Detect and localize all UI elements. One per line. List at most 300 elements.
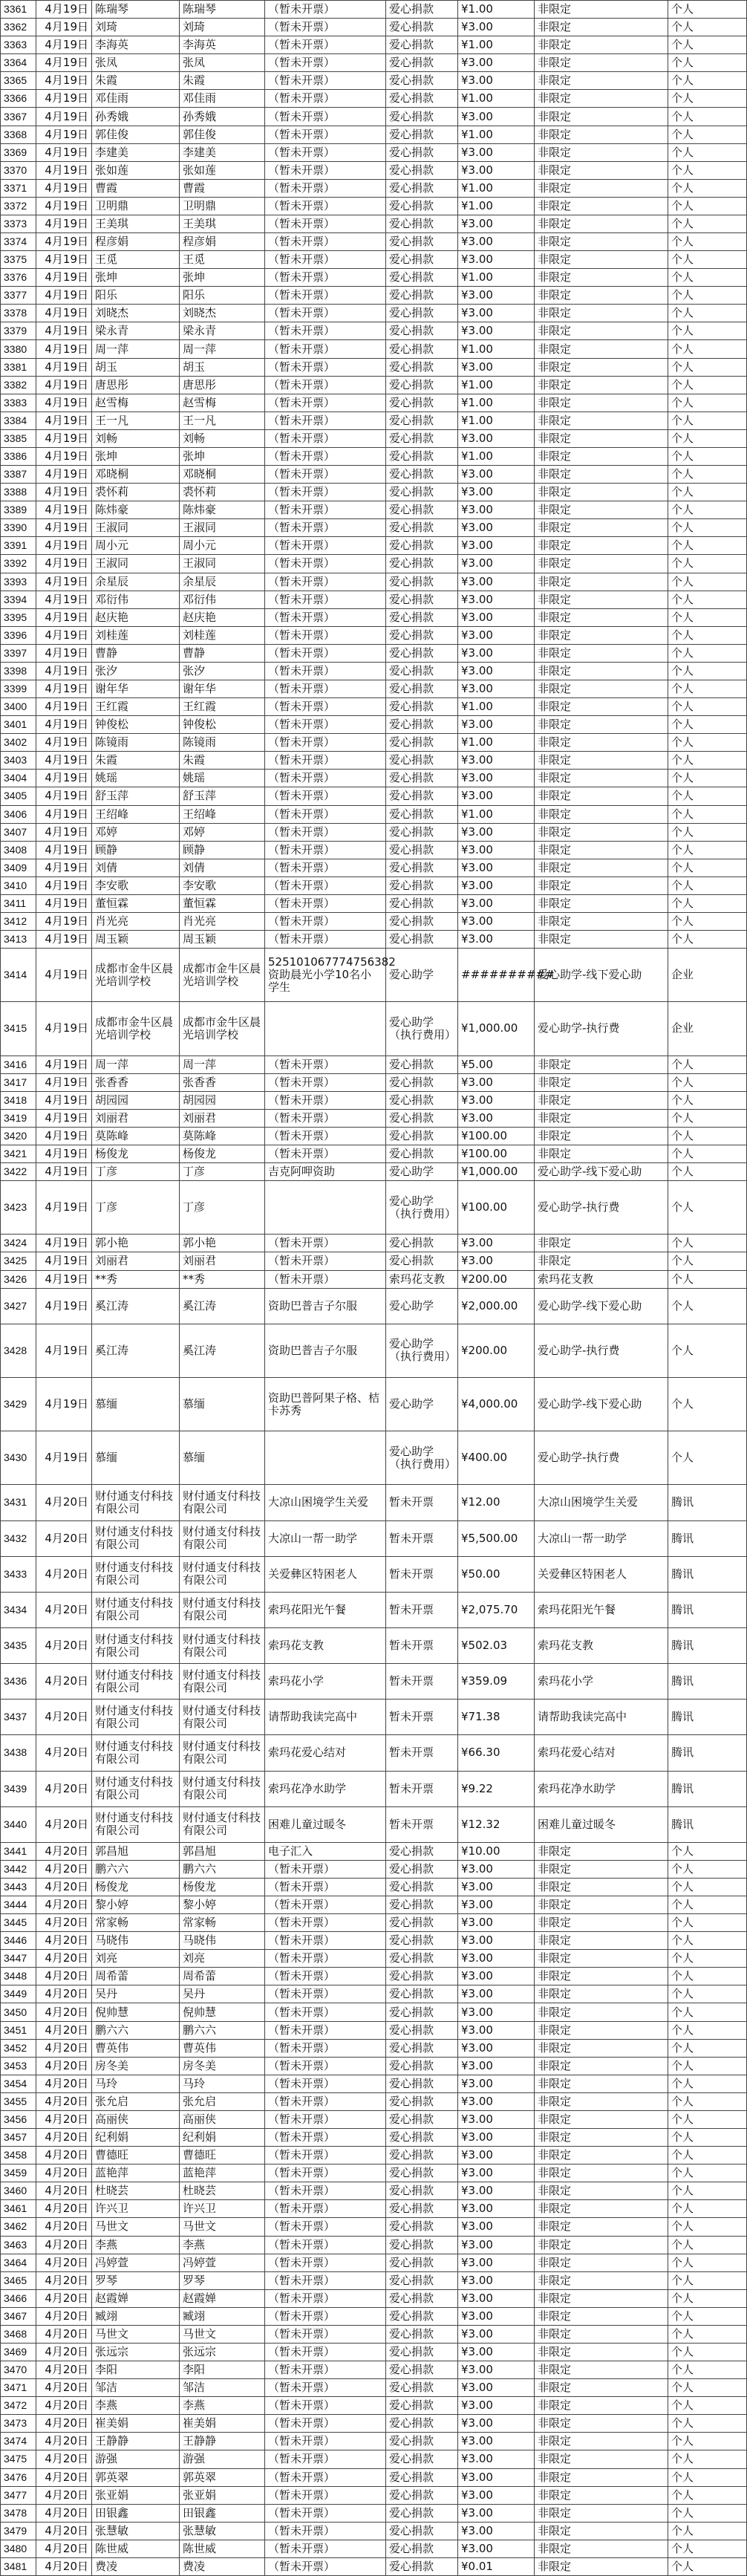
date-cell: 4月19日 xyxy=(36,1324,92,1377)
table-row xyxy=(1,1163,747,1181)
donor-type-cell: 个人 xyxy=(668,90,747,108)
category-cell: 爱心捐款 xyxy=(386,143,458,161)
table-row xyxy=(1,2325,747,2343)
date-cell: 4月19日 xyxy=(36,501,92,519)
purpose-cell: 非限定 xyxy=(535,1252,668,1270)
row-number-cell: 3408 xyxy=(1,841,36,859)
receipt-cell xyxy=(265,1181,386,1235)
donor-cell: 胡园园 xyxy=(92,1091,180,1109)
category-cell: 爱心捐款 xyxy=(386,161,458,179)
donor-cell: 财付通支付科技有限公司 xyxy=(92,1771,180,1806)
table-row xyxy=(1,519,747,537)
purpose-cell: 非限定 xyxy=(535,2379,668,2397)
category-cell: 爱心捐款 xyxy=(386,1073,458,1091)
row-number-cell: 3391 xyxy=(1,537,36,555)
amount-cell: ¥3.00 xyxy=(458,1878,535,1896)
donor-cell: 奚江涛 xyxy=(92,1324,180,1377)
row-number-cell: 3380 xyxy=(1,340,36,358)
donor-cell: 姚瑶 xyxy=(92,770,180,787)
row-number-cell: 3379 xyxy=(1,322,36,340)
receipt-cell: （暂未开票） xyxy=(265,179,386,197)
row-number-cell: 3389 xyxy=(1,501,36,519)
row-number-cell: 3367 xyxy=(1,108,36,126)
row-number-cell: 3471 xyxy=(1,2379,36,2397)
donor-cell: 钟俊松 xyxy=(92,716,180,734)
receipt-cell: （暂未开票） xyxy=(265,752,386,770)
purpose-cell: 非限定 xyxy=(535,2218,668,2236)
table-row xyxy=(1,876,747,894)
date-cell: 4月19日 xyxy=(36,161,92,179)
donor-cell: 张香香 xyxy=(92,1073,180,1091)
row-number-cell: 3425 xyxy=(1,1252,36,1270)
purpose-cell: 非限定 xyxy=(535,2361,668,2379)
table-row xyxy=(1,2164,747,2182)
purpose-cell: 非限定 xyxy=(535,2522,668,2540)
table-row xyxy=(1,108,747,126)
donor-cell: 邓佳雨 xyxy=(92,90,180,108)
donor-type-cell: 个人 xyxy=(668,734,747,752)
name-cell: 张允启 xyxy=(180,2092,265,2110)
table-row xyxy=(1,2379,747,2397)
receipt-cell: （暂未开票） xyxy=(265,2271,386,2289)
receipt-cell: （暂未开票） xyxy=(265,2218,386,2236)
receipt-cell: （暂未开票） xyxy=(265,1109,386,1127)
donor-cell: 房冬美 xyxy=(92,2057,180,2075)
receipt-cell xyxy=(265,1002,386,1056)
purpose-cell: 爱心助学-线下爱心助 xyxy=(535,1288,668,1324)
donor-type-cell: 个人 xyxy=(668,2504,747,2522)
donor-cell: 倪帅慧 xyxy=(92,2003,180,2021)
purpose-cell: 非限定 xyxy=(535,644,668,662)
name-cell: 曹静 xyxy=(180,644,265,662)
donor-type-cell: 企业 xyxy=(668,1002,747,1056)
donor-cell: 财付通支付科技有限公司 xyxy=(92,1664,180,1700)
date-cell: 4月20日 xyxy=(36,2021,92,2039)
donor-type-cell: 个人 xyxy=(668,1842,747,1860)
name-cell: 奚江涛 xyxy=(180,1324,265,1377)
donor-cell: 财付通支付科技有限公司 xyxy=(92,1627,180,1663)
date-cell: 4月20日 xyxy=(36,2039,92,2057)
receipt-cell: （暂未开票） xyxy=(265,859,386,876)
date-cell: 4月20日 xyxy=(36,1735,92,1771)
category-cell: 爱心捐款 xyxy=(386,626,458,644)
donor-type-cell: 个人 xyxy=(668,269,747,287)
donor-type-cell: 个人 xyxy=(668,2129,747,2147)
donor-type-cell: 企业 xyxy=(668,949,747,1002)
amount-cell: ¥3.00 xyxy=(458,287,535,305)
donor-cell: 刘倩 xyxy=(92,859,180,876)
donor-cell: 裘怀莉 xyxy=(92,484,180,501)
name-cell: 周一萍 xyxy=(180,340,265,358)
donor-cell: 李阳 xyxy=(92,2361,180,2379)
date-cell: 4月19日 xyxy=(36,662,92,680)
table-row xyxy=(1,2504,747,2522)
purpose-cell: 非限定 xyxy=(535,876,668,894)
donor-cell: 财付通支付科技有限公司 xyxy=(92,1592,180,1627)
amount-cell: ¥3.00 xyxy=(458,752,535,770)
purpose-cell: 非限定 xyxy=(535,90,668,108)
date-cell: 4月19日 xyxy=(36,1056,92,1073)
row-number-cell: 3457 xyxy=(1,2129,36,2147)
table-row xyxy=(1,841,747,859)
donor-cell: 陈瑞琴 xyxy=(92,1,180,19)
date-cell: 4月20日 xyxy=(36,2325,92,2343)
amount-cell: ¥3.00 xyxy=(458,770,535,787)
donor-cell: 财付通支付科技有限公司 xyxy=(92,1806,180,1842)
receipt-cell: （暂未开票） xyxy=(265,1878,386,1896)
row-number-cell: 3460 xyxy=(1,2182,36,2200)
amount-cell: ¥3.00 xyxy=(458,1091,535,1109)
receipt-cell: （暂未开票） xyxy=(265,1145,386,1162)
purpose-cell: 非限定 xyxy=(535,2307,668,2325)
category-cell: 爱心捐款 xyxy=(386,2343,458,2361)
donor-cell: 卫明鼎 xyxy=(92,197,180,215)
category-cell: 爱心助学（执行费用） xyxy=(386,1181,458,1235)
name-cell: 马晓伟 xyxy=(180,1932,265,1950)
date-cell: 4月20日 xyxy=(36,2236,92,2254)
name-cell: 张慧敏 xyxy=(180,2522,265,2540)
purpose-cell: 非限定 xyxy=(535,126,668,143)
amount-cell: ¥1.00 xyxy=(458,734,535,752)
donor-type-cell: 个人 xyxy=(668,1235,747,1252)
category-cell: 爱心捐款 xyxy=(386,644,458,662)
name-cell: 唐思彤 xyxy=(180,376,265,394)
name-cell: 李安歌 xyxy=(180,876,265,894)
purpose-cell: 非限定 xyxy=(535,466,668,484)
name-cell: 周希蕾 xyxy=(180,1968,265,1985)
purpose-cell: 困难儿童过暖冬 xyxy=(535,1806,668,1842)
table-row xyxy=(1,823,747,841)
name-cell: 朱霞 xyxy=(180,752,265,770)
row-number-cell: 3378 xyxy=(1,305,36,322)
donor-cell: 马晓伟 xyxy=(92,1932,180,1950)
amount-cell: ¥3.00 xyxy=(458,644,535,662)
purpose-cell: 非限定 xyxy=(535,787,668,805)
donor-cell: 鹏六六 xyxy=(92,1860,180,1878)
purpose-cell: 非限定 xyxy=(535,72,668,90)
donor-type-cell: 个人 xyxy=(668,2307,747,2325)
purpose-cell: 非限定 xyxy=(535,2450,668,2468)
donor-cell: 董恒霖 xyxy=(92,894,180,912)
receipt-cell: （暂未开票） xyxy=(265,2003,386,2021)
amount-cell: ¥50.00 xyxy=(458,1556,535,1592)
date-cell: 4月19日 xyxy=(36,251,92,269)
name-cell: 刘晓杰 xyxy=(180,305,265,322)
date-cell: 4月20日 xyxy=(36,2110,92,2128)
name-cell: 鹏六六 xyxy=(180,1860,265,1878)
table-row xyxy=(1,2397,747,2415)
table-body xyxy=(1,1,747,2576)
donor-type-cell: 个人 xyxy=(668,1896,747,1914)
purpose-cell: 非限定 xyxy=(535,2182,668,2200)
amount-cell: ¥3.00 xyxy=(458,2289,535,2307)
table-row xyxy=(1,340,747,358)
row-number-cell: 3388 xyxy=(1,484,36,501)
category-cell: 爱心捐款 xyxy=(386,823,458,841)
date-cell: 4月19日 xyxy=(36,1252,92,1270)
table-row xyxy=(1,269,747,287)
name-cell: 张坤 xyxy=(180,447,265,465)
date-cell: 4月20日 xyxy=(36,2468,92,2486)
row-number-cell: 3376 xyxy=(1,269,36,287)
table-row xyxy=(1,2540,747,2557)
date-cell: 4月20日 xyxy=(36,1627,92,1663)
category-cell: 爱心捐款 xyxy=(386,2397,458,2415)
purpose-cell: 非限定 xyxy=(535,2254,668,2271)
donor-cell: 余星辰 xyxy=(92,573,180,591)
donor-type-cell: 个人 xyxy=(668,2254,747,2271)
purpose-cell: 非限定 xyxy=(535,287,668,305)
amount-cell: ¥3.00 xyxy=(458,19,535,36)
name-cell: 刘桂莲 xyxy=(180,626,265,644)
donor-type-cell: 个人 xyxy=(668,2200,747,2218)
amount-cell: ¥3.00 xyxy=(458,2468,535,2486)
donor-type-cell: 个人 xyxy=(668,447,747,465)
purpose-cell: 非限定 xyxy=(535,2200,668,2218)
date-cell: 4月20日 xyxy=(36,1896,92,1914)
name-cell: 刘亮 xyxy=(180,1950,265,1968)
donor-cell: 陈镜雨 xyxy=(92,734,180,752)
amount-cell: ¥10.00 xyxy=(458,1842,535,1860)
donor-type-cell: 个人 xyxy=(668,841,747,859)
name-cell: 周小元 xyxy=(180,537,265,555)
receipt-cell: （暂未开票） xyxy=(265,161,386,179)
donor-cell: 罗琴 xyxy=(92,2271,180,2289)
name-cell: 马玲 xyxy=(180,2075,265,2092)
donor-type-cell: 个人 xyxy=(668,608,747,626)
amount-cell: ¥3.00 xyxy=(458,251,535,269)
amount-cell: ¥3.00 xyxy=(458,1109,535,1127)
donor-type-cell: 个人 xyxy=(668,376,747,394)
category-cell: 爱心捐款 xyxy=(386,1145,458,1162)
purpose-cell: 非限定 xyxy=(535,322,668,340)
receipt-cell: （暂未开票） xyxy=(265,626,386,644)
receipt-cell: （暂未开票） xyxy=(265,197,386,215)
name-cell: 马世文 xyxy=(180,2218,265,2236)
date-cell: 4月19日 xyxy=(36,841,92,859)
name-cell: 吴丹 xyxy=(180,1985,265,2003)
table-row xyxy=(1,358,747,376)
category-cell: 爱心捐款 xyxy=(386,2147,458,2164)
amount-cell: ¥3.00 xyxy=(458,2504,535,2522)
amount-cell: ¥3.00 xyxy=(458,2218,535,2236)
donor-cell: 丁彦 xyxy=(92,1163,180,1181)
amount-cell: ¥3.00 xyxy=(458,591,535,608)
name-cell: 黎小婷 xyxy=(180,1896,265,1914)
receipt-cell: （暂未开票） xyxy=(265,376,386,394)
donor-type-cell: 个人 xyxy=(668,251,747,269)
receipt-cell: 电子汇入 xyxy=(265,1842,386,1860)
receipt-cell: （暂未开票） xyxy=(265,340,386,358)
purpose-cell: 非限定 xyxy=(535,36,668,54)
donor-type-cell: 个人 xyxy=(668,126,747,143)
purpose-cell: 非限定 xyxy=(535,2092,668,2110)
purpose-cell: 非限定 xyxy=(535,501,668,519)
table-row xyxy=(1,2343,747,2361)
amount-cell: ¥3.00 xyxy=(458,2092,535,2110)
row-number-cell: 3409 xyxy=(1,859,36,876)
row-number-cell: 3462 xyxy=(1,2218,36,2236)
date-cell: 4月20日 xyxy=(36,2433,92,2450)
receipt-cell: 关爱彝区特困老人 xyxy=(265,1556,386,1592)
donor-cell: 梁永青 xyxy=(92,322,180,340)
date-cell: 4月19日 xyxy=(36,1127,92,1145)
category-cell: 爱心捐款 xyxy=(386,841,458,859)
date-cell: 4月20日 xyxy=(36,2182,92,2200)
donor-cell: 王觅 xyxy=(92,251,180,269)
name-cell: 刘倩 xyxy=(180,859,265,876)
receipt-cell: （暂未开票） xyxy=(265,2236,386,2254)
amount-cell: ¥3.00 xyxy=(458,2254,535,2271)
date-cell: 4月19日 xyxy=(36,1163,92,1181)
date-cell: 4月20日 xyxy=(36,2361,92,2379)
category-cell: 爱心助学（执行费用） xyxy=(386,1324,458,1377)
receipt-cell: （暂未开票） xyxy=(265,2343,386,2361)
purpose-cell: 非限定 xyxy=(535,2147,668,2164)
amount-cell: ¥3.00 xyxy=(458,429,535,447)
table-row xyxy=(1,1091,747,1109)
donor-type-cell: 个人 xyxy=(668,2092,747,2110)
amount-cell: ¥3.00 xyxy=(458,931,535,949)
row-number-cell: 3432 xyxy=(1,1520,36,1556)
donor-type-cell: 个人 xyxy=(668,161,747,179)
date-cell: 4月19日 xyxy=(36,90,92,108)
name-cell: 赵庆艳 xyxy=(180,608,265,626)
row-number-cell: 3371 xyxy=(1,179,36,197)
name-cell: 许兴卫 xyxy=(180,2200,265,2218)
name-cell: 丁彦 xyxy=(180,1181,265,1235)
date-cell: 4月20日 xyxy=(36,1985,92,2003)
table-row xyxy=(1,770,747,787)
category-cell: 爱心捐款 xyxy=(386,197,458,215)
row-number-cell: 3364 xyxy=(1,54,36,72)
amount-cell: ¥3.00 xyxy=(458,2307,535,2325)
date-cell: 4月19日 xyxy=(36,36,92,54)
receipt-cell: 索玛花小学 xyxy=(265,1664,386,1700)
amount-cell: ¥12.32 xyxy=(458,1806,535,1842)
category-cell: 爱心捐款 xyxy=(386,2200,458,2218)
receipt-cell: （暂未开票） xyxy=(265,447,386,465)
receipt-cell: （暂未开票） xyxy=(265,484,386,501)
donor-type-cell: 个人 xyxy=(668,2164,747,2182)
row-number-cell: 3477 xyxy=(1,2486,36,2504)
date-cell: 4月19日 xyxy=(36,519,92,537)
receipt-cell: （暂未开票） xyxy=(265,1127,386,1145)
amount-cell: ¥3.00 xyxy=(458,2129,535,2147)
name-cell: 陈瑞琴 xyxy=(180,1,265,19)
category-cell: 爱心捐款 xyxy=(386,1878,458,1896)
date-cell: 4月20日 xyxy=(36,1806,92,1842)
donor-type-cell: 个人 xyxy=(668,931,747,949)
date-cell: 4月19日 xyxy=(36,376,92,394)
receipt-cell: （暂未开票） xyxy=(265,2307,386,2325)
table-row xyxy=(1,376,747,394)
donor-type-cell: 个人 xyxy=(668,555,747,573)
receipt-cell: （暂未开票） xyxy=(265,2433,386,2450)
receipt-cell: （暂未开票） xyxy=(265,716,386,734)
date-cell: 4月19日 xyxy=(36,269,92,287)
amount-cell: ¥3.00 xyxy=(458,608,535,626)
donor-type-cell: 腾讯 xyxy=(668,1806,747,1842)
receipt-cell: （暂未开票） xyxy=(265,287,386,305)
receipt-cell: （暂未开票） xyxy=(265,2325,386,2343)
table-row xyxy=(1,2110,747,2128)
date-cell: 4月19日 xyxy=(36,412,92,429)
table-row xyxy=(1,90,747,108)
table-row xyxy=(1,1627,747,1663)
category-cell: 爱心捐款 xyxy=(386,126,458,143)
row-number-cell: 3473 xyxy=(1,2415,36,2433)
donor-cell: 张如莲 xyxy=(92,161,180,179)
row-number-cell: 3439 xyxy=(1,1771,36,1806)
table-row xyxy=(1,2021,747,2039)
amount-cell: ¥3.00 xyxy=(458,305,535,322)
donor-cell: 蓝艳萍 xyxy=(92,2164,180,2182)
date-cell: 4月20日 xyxy=(36,2343,92,2361)
table-row xyxy=(1,1235,747,1252)
row-number-cell: 3465 xyxy=(1,2271,36,2289)
donor-cell: 慕缅 xyxy=(92,1431,180,1485)
amount-cell: ¥5.00 xyxy=(458,1056,535,1073)
donor-type-cell: 个人 xyxy=(668,72,747,90)
amount-cell: ¥3.00 xyxy=(458,2397,535,2415)
donor-type-cell: 个人 xyxy=(668,1127,747,1145)
date-cell: 4月20日 xyxy=(36,2254,92,2271)
category-cell: 索玛花支教 xyxy=(386,1270,458,1288)
date-cell: 4月19日 xyxy=(36,931,92,949)
donor-cell: 财付通支付科技有限公司 xyxy=(92,1520,180,1556)
date-cell: 4月20日 xyxy=(36,1878,92,1896)
donor-cell: 郭昌旭 xyxy=(92,1842,180,1860)
receipt-cell: （暂未开票） xyxy=(265,1235,386,1252)
receipt-cell: （暂未开票） xyxy=(265,466,386,484)
purpose-cell: 索玛花爱心结对 xyxy=(535,1735,668,1771)
donor-type-cell: 个人 xyxy=(668,2486,747,2504)
date-cell: 4月19日 xyxy=(36,394,92,412)
table-row xyxy=(1,1520,747,1556)
donor-cell: 赵雪梅 xyxy=(92,394,180,412)
table-row xyxy=(1,805,747,823)
amount-cell: ¥3.00 xyxy=(458,662,535,680)
donor-cell: 张允启 xyxy=(92,2092,180,2110)
purpose-cell: 关爱彝区特困老人 xyxy=(535,1556,668,1592)
purpose-cell: 非限定 xyxy=(535,2415,668,2433)
receipt-cell: 资助巴普吉子尔服 xyxy=(265,1288,386,1324)
category-cell: 爱心捐款 xyxy=(386,2236,458,2254)
receipt-cell: （暂未开票） xyxy=(265,2200,386,2218)
category-cell: 爱心捐款 xyxy=(386,2415,458,2433)
row-number-cell: 3428 xyxy=(1,1324,36,1377)
donor-type-cell: 个人 xyxy=(668,2182,747,2200)
date-cell: 4月19日 xyxy=(36,305,92,322)
receipt-cell: （暂未开票） xyxy=(265,698,386,716)
row-number-cell: 3423 xyxy=(1,1181,36,1235)
name-cell: 财付通支付科技有限公司 xyxy=(180,1520,265,1556)
purpose-cell: 非限定 xyxy=(535,2325,668,2343)
donor-cell: 朱霞 xyxy=(92,72,180,90)
donor-cell: 张慧敏 xyxy=(92,2522,180,2540)
date-cell: 4月20日 xyxy=(36,1842,92,1860)
date-cell: 4月20日 xyxy=(36,2092,92,2110)
category-cell: 爱心捐款 xyxy=(386,466,458,484)
date-cell: 4月19日 xyxy=(36,1002,92,1056)
row-number-cell: 3404 xyxy=(1,770,36,787)
receipt-cell: （暂未开票） xyxy=(265,501,386,519)
purpose-cell: 非限定 xyxy=(535,2164,668,2182)
donor-type-cell: 个人 xyxy=(668,394,747,412)
category-cell: 爱心捐款 xyxy=(386,1968,458,1985)
amount-cell: ¥3.00 xyxy=(458,876,535,894)
